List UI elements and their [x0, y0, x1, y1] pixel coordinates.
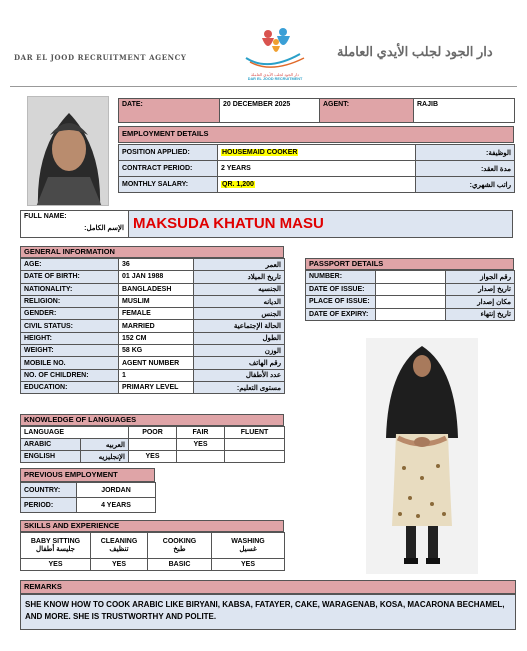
- language-row: [21, 451, 285, 463]
- contract-label: CONTRACT PERIOD:: [119, 161, 218, 177]
- skills-table: [20, 532, 285, 571]
- skill-name-en: CLEANING: [100, 538, 138, 545]
- general-info-row: [21, 271, 285, 283]
- general-info-value: 152 CM: [119, 332, 194, 344]
- language-poor: [129, 439, 177, 451]
- full-body-photo: [366, 338, 478, 574]
- skill-value: YES: [212, 559, 285, 571]
- general-info-table: [20, 258, 285, 394]
- general-info-label: DATE OF BIRTH:: [21, 271, 119, 283]
- employment-details-table: [118, 144, 515, 193]
- general-info-row: [21, 332, 285, 344]
- language-name-ar: الإنجليزيه: [81, 451, 129, 463]
- skill-name: [91, 533, 148, 559]
- skill-value: YES: [21, 559, 91, 571]
- period-value: 4 YEARS: [77, 498, 156, 513]
- top-info-table: [118, 98, 515, 123]
- general-info-row: [21, 345, 285, 357]
- passport-value: [376, 283, 446, 296]
- skill-value: YES: [91, 559, 148, 571]
- skill-name-en: BABY SITTING: [30, 538, 81, 545]
- passport-label: DATE OF ISSUE:: [306, 283, 376, 296]
- previous-employment-table: [20, 482, 156, 513]
- position-value: [218, 145, 416, 161]
- period-label: PERIOD:: [21, 498, 77, 513]
- language-col-header: LANGUAGE: [21, 427, 129, 439]
- passport-label-ar: تاريخ إنتهاء: [446, 308, 515, 321]
- passport-label: PLACE OF ISSUE:: [306, 296, 376, 309]
- agent-label: AGENT:: [320, 99, 414, 123]
- general-info-value: 1: [119, 369, 194, 381]
- language-col-header: FLUENT: [225, 427, 285, 439]
- agency-name-ar: دار الجود لجلب الأيدي العاملة: [337, 44, 493, 59]
- agency-logo: [238, 24, 312, 86]
- salary-value-text: QR. 1,200: [222, 181, 254, 188]
- general-info-value: 01 JAN 1988: [119, 271, 194, 283]
- header-divider: [10, 86, 517, 87]
- language-col-header: FAIR: [177, 427, 225, 439]
- full-name-value: MAKSUDA KHATUN MASU: [133, 215, 324, 232]
- logo-text-ar: دار الجود لجلب الأيدي العاملة: [251, 72, 299, 77]
- skill-name: [148, 533, 212, 559]
- general-info-row: [21, 369, 285, 381]
- full-name-box: [20, 210, 513, 238]
- language-fluent: [225, 439, 285, 451]
- language-name: ARABIC: [21, 439, 81, 451]
- skill-name-en: WASHING: [231, 538, 265, 545]
- general-info-header: GENERAL INFORMATION: [20, 246, 284, 258]
- general-info-value: PRIMARY LEVEL: [119, 381, 194, 393]
- passport-row: [306, 271, 515, 284]
- full-name-label: FULL NAME:: [24, 213, 67, 220]
- salary-label-ar: راتب الشهري:: [416, 177, 515, 193]
- position-label: POSITION APPLIED:: [119, 145, 218, 161]
- language-name-ar: العربيه: [81, 439, 129, 451]
- contract-value: 2 YEARS: [218, 161, 416, 177]
- general-info-label: NO. OF CHILDREN:: [21, 369, 119, 381]
- logo-figures-icon: [238, 24, 312, 70]
- general-info-row: [21, 283, 285, 295]
- general-info-value: AGENT NUMBER: [119, 357, 194, 369]
- general-info-label-ar: الطول: [194, 332, 285, 344]
- passport-row: [306, 283, 515, 296]
- passport-value: [376, 296, 446, 309]
- language-row: [21, 439, 285, 451]
- skill-name-ar: طبخ: [173, 546, 186, 553]
- general-info-value: 58 KG: [119, 345, 194, 357]
- skill-name-en: COOKING: [162, 538, 197, 545]
- passport-value: [376, 271, 446, 284]
- general-info-label: NATIONALITY:: [21, 283, 119, 295]
- language-poor: YES: [129, 451, 177, 463]
- general-info-value: 36: [119, 259, 194, 271]
- general-info-label: MOBILE NO.: [21, 357, 119, 369]
- skill-name: [212, 533, 285, 559]
- general-info-label: EDUCATION:: [21, 381, 119, 393]
- contract-label-ar: مدة العقد:: [416, 161, 515, 177]
- passport-row: [306, 308, 515, 321]
- logo-text-en: DAR EL JOOD RECRUITMENT: [247, 77, 303, 81]
- general-info-label: CIVIL STATUS:: [21, 320, 119, 332]
- language-name: ENGLISH: [21, 451, 81, 463]
- position-value-text: HOUSEMAID COOKER: [222, 149, 298, 156]
- general-info-label: WEIGHT:: [21, 345, 119, 357]
- general-info-label-ar: الجنس: [194, 308, 285, 320]
- passport-details-header: PASSPORT DETAILS: [305, 258, 514, 270]
- previous-employment-header: PREVIOUS EMPLOYMENT: [20, 468, 155, 482]
- date-label: DATE:: [119, 99, 220, 123]
- skill-name-ar: تنظيف: [109, 546, 129, 553]
- salary-label: MONTHLY SALARY:: [119, 177, 218, 193]
- language-fair: YES: [177, 439, 225, 451]
- language-col-header: POOR: [129, 427, 177, 439]
- general-info-label-ar: الديانه: [194, 295, 285, 307]
- passport-details-table: [305, 270, 515, 321]
- skill-name-ar: غسيل: [239, 546, 257, 553]
- general-info-label-ar: العمر: [194, 259, 285, 271]
- general-info-label-ar: الحالة الإجتماعية: [194, 320, 285, 332]
- language-fluent: [225, 451, 285, 463]
- passport-label: NUMBER:: [306, 271, 376, 284]
- passport-value: [376, 308, 446, 321]
- passport-row: [306, 296, 515, 309]
- language-fair: [177, 451, 225, 463]
- skill-value: BASIC: [148, 559, 212, 571]
- general-info-value: BANGLADESH: [119, 283, 194, 295]
- general-info-label: HEIGHT:: [21, 332, 119, 344]
- skill-name: [21, 533, 91, 559]
- general-info-label-ar: تاريخ الميلاد: [194, 271, 285, 283]
- general-info-row: [21, 320, 285, 332]
- general-info-value: FEMALE: [119, 308, 194, 320]
- remarks-text: SHE KNOW HOW TO COOK ARABIC LIKE BIRYANI, KABSA, FATAYER, CAKE, WARAGENAB, KOSA, MACARONA BECHAMEL, AND MORE. SHE IS TRUSTWORTHY AND POLITE.: [20, 594, 516, 630]
- salary-value: [218, 177, 416, 193]
- general-info-row: [21, 357, 285, 369]
- general-info-label: GENDER:: [21, 308, 119, 320]
- general-info-label: RELIGION:: [21, 295, 119, 307]
- position-label-ar: الوظيفة:: [416, 145, 515, 161]
- agent-value: RAJIB: [414, 99, 515, 123]
- general-info-row: [21, 308, 285, 320]
- date-value: 20 DECEMBER 2025: [220, 99, 320, 123]
- country-label: COUNTRY:: [21, 483, 77, 498]
- skill-name-ar: جليسة أطفال: [36, 546, 75, 553]
- general-info-row: [21, 381, 285, 393]
- passport-label-ar: تاريخ إصدار: [446, 283, 515, 296]
- full-name-label-ar: الإسم الكامل:: [84, 225, 124, 232]
- general-info-row: [21, 295, 285, 307]
- skills-header: SKILLS AND EXPERIENCE: [20, 520, 284, 532]
- general-info-value: MUSLIM: [119, 295, 194, 307]
- general-info-label-ar: مستوى التعليم:: [194, 381, 285, 393]
- general-info-label-ar: الوزن: [194, 345, 285, 357]
- agency-name-en: DAR EL JOOD RECRUITMENT AGENCY: [14, 53, 187, 62]
- remarks-header: REMARKS: [20, 580, 516, 594]
- full-name-label-box: [21, 211, 129, 237]
- languages-table: [20, 426, 285, 463]
- employment-details-header: EMPLOYMENT DETAILS: [118, 126, 514, 143]
- general-info-label-ar: الجنسيه: [194, 283, 285, 295]
- passport-label-ar: مكان إصدار: [446, 296, 515, 309]
- languages-header: KNOWLEDGE OF LANGUAGES: [20, 414, 284, 426]
- general-info-label-ar: رقم الهاتف: [194, 357, 285, 369]
- general-info-label-ar: عدد الأطفال: [194, 369, 285, 381]
- country-value: JORDAN: [77, 483, 156, 498]
- passport-label-ar: رقم الجواز: [446, 271, 515, 284]
- general-info-value: MARRIED: [119, 320, 194, 332]
- general-info-row: [21, 259, 285, 271]
- passport-label: DATE OF EXPIRY:: [306, 308, 376, 321]
- portrait-photo: [27, 96, 109, 206]
- general-info-label: AGE:: [21, 259, 119, 271]
